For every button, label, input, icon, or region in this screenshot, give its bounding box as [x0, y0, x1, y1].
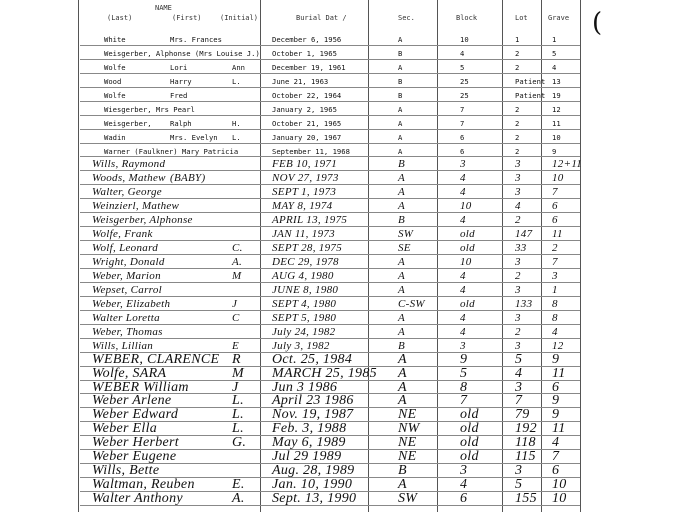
- cell-last: Wills, Raymond: [92, 158, 166, 171]
- cell-lot: 5: [515, 477, 523, 493]
- cell-date: Aug. 28, 1989: [272, 463, 355, 479]
- cell-grave: 10: [552, 491, 567, 507]
- cell-grave: 8: [552, 297, 558, 310]
- cell-last: Weisgerber, Alphonse: [92, 214, 193, 227]
- cell-grave: 11: [552, 421, 566, 437]
- cell-last: Weber, Elizabeth: [92, 297, 171, 310]
- cell-lot: 7: [515, 393, 523, 409]
- cell-sec: A: [398, 62, 403, 72]
- cell-block: 3: [460, 339, 466, 352]
- cell-block: 4: [460, 283, 466, 296]
- cell-block: old: [460, 228, 475, 241]
- cell-grave: 7: [552, 449, 560, 465]
- cell-block: 3: [460, 158, 466, 171]
- cell-lot: 192: [515, 421, 537, 437]
- cell-lot: 2: [515, 62, 520, 72]
- cell-date: September 11, 1968: [272, 146, 350, 156]
- cell-block: 4: [460, 186, 466, 199]
- cell-last: Wood: [104, 76, 122, 86]
- cell-last: Wolf, Leonard: [92, 242, 159, 255]
- cell-initial: E.: [232, 477, 245, 493]
- header-sec: Sec.: [398, 14, 415, 22]
- cell-last: Weber Herbert: [92, 435, 179, 451]
- cell-initial: E: [232, 339, 240, 352]
- cell-lot: 147: [515, 228, 533, 241]
- cell-sec: A: [398, 393, 407, 409]
- cell-date: December 19, 1961: [272, 62, 346, 72]
- cell-lot: 133: [515, 297, 533, 310]
- cell-grave: 7: [552, 186, 558, 199]
- cell-date: NOV 27, 1973: [272, 172, 339, 185]
- cell-lot: 115: [515, 449, 536, 465]
- cell-block: 6: [460, 146, 465, 156]
- header-initial: (Initial): [220, 14, 258, 22]
- cell-last: Waltman, Reuben: [92, 477, 195, 493]
- cell-sec: A: [398, 200, 406, 213]
- cell-sec: A: [398, 325, 406, 338]
- cell-grave: 12: [552, 104, 561, 114]
- left-margin-rule: [78, 0, 79, 512]
- row-rule: [80, 170, 580, 171]
- cell-last: Weber Arlene: [92, 393, 172, 409]
- cell-block: old: [460, 407, 479, 423]
- cell-sec: B: [398, 90, 403, 100]
- cell-last: Wolfe: [104, 90, 126, 100]
- cell-grave: 6: [552, 200, 558, 213]
- cell-last: Wills, Bette: [92, 463, 160, 479]
- cell-initial: J: [232, 379, 239, 395]
- cell-date: AUG 4, 1980: [272, 270, 334, 282]
- cell-last: Woods, Mathew: [92, 172, 166, 185]
- cell-initial: L.: [232, 421, 244, 437]
- row-rule: [80, 212, 580, 213]
- cell-sec: B: [398, 48, 403, 58]
- cell-last: Wills, Lillian: [92, 339, 154, 352]
- cell-sec: B: [398, 158, 406, 171]
- cell-grave: 19: [552, 90, 561, 100]
- cell-lot: 2: [515, 48, 520, 58]
- cell-initial: L.: [232, 393, 244, 409]
- cell-lot: 4: [515, 365, 523, 381]
- cell-lot: 155: [515, 491, 537, 507]
- cell-last: Wepset, Carrol: [92, 283, 163, 296]
- cell-lot: 3: [515, 339, 521, 352]
- cell-sec: B: [398, 76, 403, 86]
- cell-last: WEBER William: [92, 379, 189, 395]
- header-first: (First): [172, 14, 202, 22]
- cell-sec: A: [398, 132, 403, 142]
- cell-lot: 33: [515, 242, 527, 255]
- cell-initial: H.: [232, 118, 241, 128]
- cell-grave: 3: [552, 270, 558, 282]
- cell-lot: 2: [515, 146, 520, 156]
- cell-date: July 3, 1982: [272, 339, 330, 352]
- cell-sec: SW: [398, 228, 414, 241]
- cell-date: SEPT 28, 1975: [272, 242, 343, 255]
- cell-first: Harry: [170, 76, 192, 86]
- cell-grave: 9: [552, 407, 560, 423]
- cell-sec: NW: [398, 421, 420, 437]
- cell-block: 5: [460, 62, 465, 72]
- cell-grave: 12: [552, 339, 564, 352]
- row-rule: [80, 101, 580, 102]
- cell-block: 25: [460, 76, 469, 86]
- cell-date: April 23 1986: [272, 393, 354, 409]
- cell-block: 4: [460, 214, 466, 227]
- cell-grave: 8: [552, 311, 558, 324]
- cell-block: 10: [460, 256, 472, 269]
- cell-lot: 3: [515, 311, 521, 324]
- cell-sec: A: [398, 311, 406, 324]
- cell-lot: 3: [515, 283, 521, 296]
- cell-date: SEPT 1, 1973: [272, 186, 337, 199]
- cell-initial: C.: [232, 242, 243, 255]
- cell-grave: 2: [552, 242, 558, 255]
- cell-date: MAY 8, 1974: [272, 200, 333, 213]
- cell-block: 3: [460, 463, 468, 479]
- cell-first: Ralph: [170, 118, 192, 128]
- cell-last: Weber, Marion: [92, 270, 161, 282]
- cell-first: (BABY): [170, 172, 206, 185]
- cell-lot: 2: [515, 132, 520, 142]
- cell-date: FEB 10, 1971: [272, 158, 338, 171]
- header-name: NAME: [155, 4, 172, 12]
- row-rule: [80, 226, 580, 227]
- cell-initial: L.: [232, 407, 244, 423]
- cell-grave: 10: [552, 172, 564, 185]
- cell-sec: A: [398, 186, 406, 199]
- cell-sec: A: [398, 351, 407, 367]
- row-rule: [80, 338, 580, 339]
- cell-date: MARCH 25, 1985: [272, 365, 377, 381]
- row-rule: [80, 73, 580, 74]
- row-rule: [80, 143, 580, 144]
- cell-lot: 3: [515, 186, 521, 199]
- row-rule: [80, 282, 580, 283]
- cell-lot: 4: [515, 200, 521, 213]
- cell-last: Walter Loretta: [92, 311, 160, 324]
- cell-initial: L.: [232, 76, 241, 86]
- cell-sec: B: [398, 339, 406, 352]
- cell-sec: NE: [398, 407, 417, 423]
- cell-initial: G.: [232, 435, 247, 451]
- cell-block: 6: [460, 491, 468, 507]
- cell-initial: A.: [232, 491, 245, 507]
- cell-lot: 2: [515, 325, 521, 338]
- cell-grave: 6: [552, 214, 558, 227]
- cell-grave: 9: [552, 393, 560, 409]
- cell-date: JUNE 8, 1980: [272, 283, 339, 296]
- cell-grave: 7: [552, 256, 558, 269]
- cell-date: Feb. 3, 1988: [272, 421, 347, 437]
- header-burial-date: Burial Dat /: [296, 14, 347, 22]
- cell-last: Warner (Faulkner) Mary Patricia: [104, 146, 239, 156]
- cell-block: 4: [460, 325, 466, 338]
- cell-date: Jan. 10, 1990: [272, 477, 353, 493]
- cell-last: Wolfe: [104, 62, 126, 72]
- cell-initial: A.: [232, 256, 243, 269]
- row-rule: [80, 59, 580, 60]
- cell-initial: L.: [232, 132, 241, 142]
- header-lot: Lot: [515, 14, 528, 22]
- row-rule: [80, 156, 580, 157]
- cell-grave: 4: [552, 435, 560, 451]
- cell-block: 10: [460, 200, 472, 213]
- cell-initial: M: [232, 365, 244, 381]
- header-grave: Grave: [548, 14, 570, 22]
- cell-last: Weinzierl, Mathew: [92, 200, 180, 213]
- cell-first: Lori: [170, 62, 188, 72]
- cell-grave: 11: [552, 228, 563, 241]
- cell-date: APRIL 13, 1975: [272, 214, 348, 227]
- cell-last: Wright, Donald: [92, 256, 165, 269]
- cell-sec: A: [398, 118, 403, 128]
- cell-grave: 13: [552, 76, 561, 86]
- cell-sec: SE: [398, 242, 411, 255]
- row-rule: [80, 87, 580, 88]
- cell-date: Jul 29 1989: [272, 449, 342, 465]
- row-rule: [80, 310, 580, 311]
- cell-date: JAN 11, 1973: [272, 228, 335, 241]
- cell-grave: 9: [552, 351, 560, 367]
- cell-sec: A: [398, 379, 407, 395]
- cell-grave: 11: [552, 118, 561, 128]
- cell-last: Weisgerber, Alphonse (Mrs Louise J.): [104, 48, 260, 58]
- cell-first: Fred: [170, 90, 188, 100]
- cell-block: 4: [460, 48, 465, 58]
- grave-column-rule: [580, 0, 581, 512]
- cell-block: 4: [460, 311, 466, 324]
- header-block: Block: [456, 14, 478, 22]
- cell-block: 7: [460, 118, 465, 128]
- cell-last: Wolfe, Frank: [92, 228, 153, 241]
- cell-sec: A: [398, 256, 406, 269]
- cell-lot: 118: [515, 435, 536, 451]
- cell-grave: 10: [552, 132, 561, 142]
- cell-sec: A: [398, 270, 406, 282]
- cell-grave: 9: [552, 146, 557, 156]
- cell-sec: A: [398, 283, 406, 296]
- cell-initial: C: [232, 311, 240, 324]
- cell-grave: 1: [552, 283, 558, 296]
- cell-last: WEBER, CLARENCE: [92, 351, 220, 367]
- row-rule: [80, 254, 580, 255]
- cell-block: 5: [460, 365, 468, 381]
- cell-sec: NE: [398, 449, 417, 465]
- cell-first: Mrs. Evelyn: [170, 132, 218, 142]
- cell-lot: 5: [515, 351, 523, 367]
- cell-last: Wiesgerber, Mrs Pearl: [104, 104, 195, 114]
- cell-date: January 20, 1967: [272, 132, 342, 142]
- cell-lot: 2: [515, 270, 521, 282]
- cell-initial: J: [232, 297, 238, 310]
- cell-last: Weber Edward: [92, 407, 179, 423]
- cell-lot: 2: [515, 214, 521, 227]
- cell-lot: Patient: [515, 76, 546, 86]
- row-rule: [80, 129, 580, 130]
- cell-sec: A: [398, 365, 407, 381]
- cell-block: 4: [460, 172, 466, 185]
- cell-last: Walter, George: [92, 186, 162, 199]
- cell-date: Jun 3 1986: [272, 379, 338, 395]
- cell-lot: 3: [515, 172, 521, 185]
- cell-lot: 1: [515, 35, 520, 44]
- cell-grave: 6: [552, 379, 560, 395]
- cell-date: December 6, 1956: [272, 35, 342, 44]
- cell-initial: Ann: [232, 62, 245, 72]
- cell-lot: Patient: [515, 90, 546, 100]
- cell-block: 7: [460, 393, 468, 409]
- cell-lot: 3: [515, 158, 521, 171]
- cell-lot: 3: [515, 463, 523, 479]
- cell-grave: 12+11: [552, 158, 583, 171]
- cell-grave: 4: [552, 62, 557, 72]
- cell-block: old: [460, 435, 479, 451]
- cell-lot: 3: [515, 256, 521, 269]
- cell-block: 10: [460, 35, 469, 44]
- header-last: (Last): [107, 14, 133, 22]
- cell-block: old: [460, 421, 479, 437]
- page-edge-bracket: (: [592, 8, 603, 38]
- cell-date: SEPT 4, 1980: [272, 297, 337, 310]
- cell-sec: B: [398, 214, 406, 227]
- cell-block: 9: [460, 351, 468, 367]
- cell-date: July 24, 1982: [272, 325, 336, 338]
- cell-grave: 4: [552, 325, 558, 338]
- cell-sec: A: [398, 172, 406, 185]
- cell-last: Wadin: [104, 132, 126, 142]
- cell-last: Weber, Thomas: [92, 325, 163, 338]
- cell-block: 6: [460, 132, 465, 142]
- cell-first: Mrs. Frances: [170, 35, 222, 44]
- cell-grave: 11: [552, 365, 566, 381]
- row-rule: [80, 184, 580, 185]
- row-rule: [80, 115, 580, 116]
- cell-grave: 6: [552, 463, 560, 479]
- cell-sec: SW: [398, 491, 418, 507]
- row-rule: [80, 296, 580, 297]
- cell-lot: 79: [515, 407, 530, 423]
- cell-date: Nov. 19, 1987: [272, 407, 354, 423]
- cell-date: Oct. 25, 1984: [272, 351, 353, 367]
- cell-block: 8: [460, 379, 468, 395]
- cell-last: Wolfe, SARA: [92, 365, 167, 381]
- cell-sec: A: [398, 477, 407, 493]
- cell-block: 7: [460, 104, 465, 114]
- cell-sec: C-SW: [398, 297, 425, 310]
- cell-last: Weisgerber,: [104, 118, 152, 128]
- cell-sec: B: [398, 463, 407, 479]
- cell-block: old: [460, 449, 479, 465]
- cell-block: old: [460, 297, 475, 310]
- cell-sec: A: [398, 146, 403, 156]
- cell-initial: R: [232, 351, 241, 367]
- cell-block: 4: [460, 477, 468, 493]
- cell-date: DEC 29, 1978: [272, 256, 339, 269]
- cell-date: May 6, 1989: [272, 435, 346, 451]
- cell-lot: 2: [515, 118, 520, 128]
- cell-date: January 2, 1965: [272, 104, 337, 114]
- cell-lot: 2: [515, 104, 520, 114]
- cell-grave: 10: [552, 477, 567, 493]
- cell-last: Weber Ella: [92, 421, 158, 437]
- cell-last: Weber Eugene: [92, 449, 177, 465]
- cell-lot: 3: [515, 379, 523, 395]
- row-rule: [80, 324, 580, 325]
- cell-block: 4: [460, 270, 466, 282]
- cell-sec: A: [398, 104, 403, 114]
- row-rule: [80, 268, 580, 269]
- cell-initial: M: [232, 270, 242, 282]
- cell-date: October 1, 1965: [272, 48, 337, 58]
- cell-date: Sept. 13, 1990: [272, 491, 357, 507]
- cell-date: October 22, 1964: [272, 90, 342, 100]
- cell-sec: A: [398, 35, 403, 44]
- cell-grave: 1: [552, 35, 557, 44]
- cell-last: Walter Anthony: [92, 491, 183, 507]
- row-rule: [80, 198, 580, 199]
- cell-block: old: [460, 242, 475, 255]
- cell-grave: 5: [552, 48, 557, 58]
- cell-date: October 21, 1965: [272, 118, 342, 128]
- cell-last: White: [104, 35, 126, 44]
- row-rule: [80, 45, 580, 46]
- cell-date: June 21, 1963: [272, 76, 329, 86]
- cell-sec: NE: [398, 435, 417, 451]
- row-rule: [80, 240, 580, 241]
- cell-date: SEPT 5, 1980: [272, 311, 337, 324]
- cell-block: 25: [460, 90, 469, 100]
